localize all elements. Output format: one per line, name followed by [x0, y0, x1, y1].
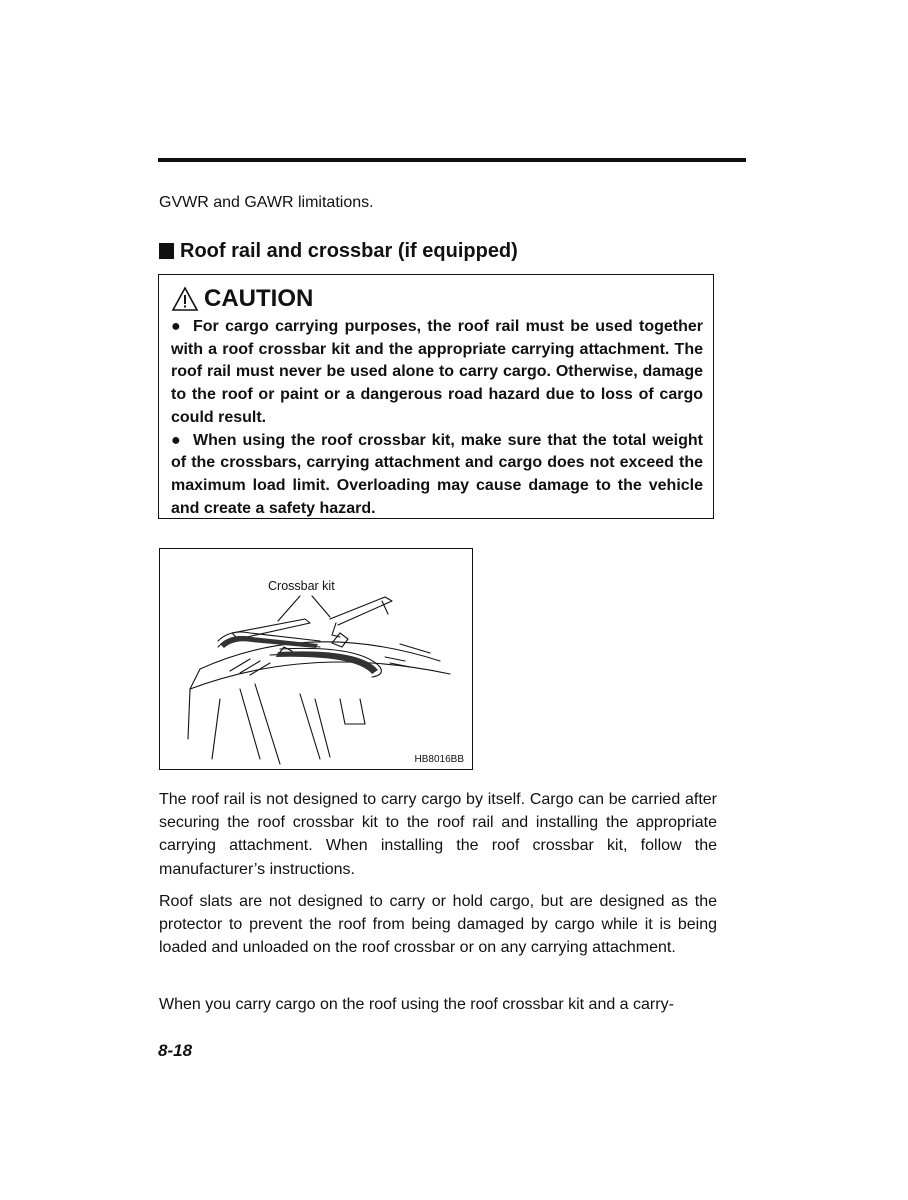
section-title: Roof rail and crossbar (if equipped): [180, 240, 518, 262]
header-rule: [158, 158, 746, 162]
section-heading: [159, 238, 518, 264]
warning-triangle-icon: [171, 286, 199, 312]
paragraph-1: The roof rail is not designed to carry cargo by itself. Cargo can be carried after securing the roof crossbar kit to the roof rail and installing the appropriate carrying attachment. When installing the roof crossbar kit, follow the manufacturer’s instructions.: [159, 791, 717, 878]
roof-rail-figure: [159, 548, 473, 770]
figure-label: Crossbar kit: [268, 579, 335, 593]
caution-title: CAUTION: [204, 285, 314, 312]
caution-bullet-1: [171, 316, 703, 430]
caution-bullet-2-text: When using the roof crossbar kit, make sure that the total weight of the crossbars, carrying attachment and cargo does not exceed the maximum load limit. Overloading may cause damage to the vehicle and create a safety hazard.: [171, 431, 703, 517]
paragraph-3: When you carry cargo on the roof using the roof crossbar kit and a carry-: [159, 996, 674, 1013]
caution-bullet-1-text: For cargo carrying purposes, the roof rail must be used together with a roof crossbar kit and the appropriate carrying attachment. The roof rail must never be used alone to carry cargo. Otherwise, damage to the roof or paint or a dangerous road hazard due to loss of cargo could result.: [171, 318, 703, 426]
figure-code: HB8016BB: [414, 754, 464, 765]
caution-box: [158, 274, 714, 519]
caution-header: [171, 284, 703, 314]
caution-bullet-2: [171, 430, 703, 521]
page-number: 8-18: [158, 1041, 193, 1060]
paragraph-2: Roof slats are not designed to carry or hold cargo, but are designed as the protector to prevent the roof from being damaged by cargo while it is being loaded and unloaded on the roof crossbar or on any carrying attachment.: [159, 893, 717, 957]
intro-text: GVWR and GAWR limitations.: [159, 194, 374, 211]
heading-square-icon: [159, 243, 174, 259]
bullet-dot-icon: ●: [171, 431, 181, 449]
bullet-dot-icon: ●: [171, 318, 181, 335]
caution-text: [171, 316, 703, 520]
